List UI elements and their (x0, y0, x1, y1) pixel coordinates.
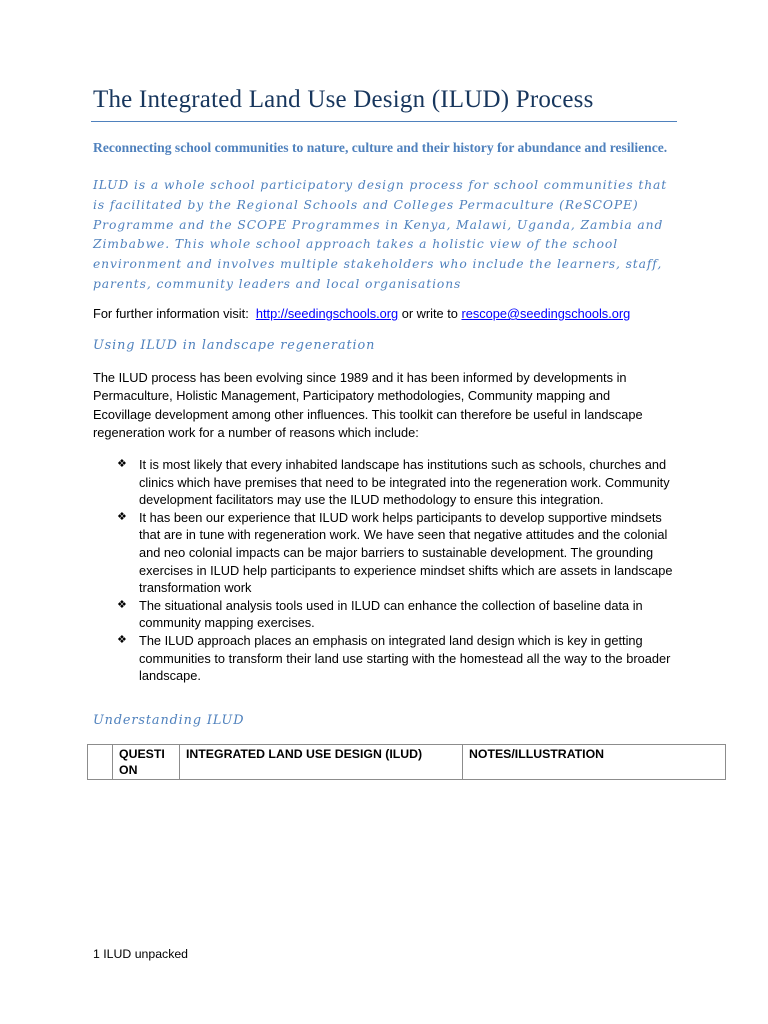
page-title: The Integrated Land Use Design (ILUD) Process (93, 86, 594, 113)
website-link[interactable]: http://seedingschools.org (255, 306, 399, 321)
info-line (93, 306, 630, 321)
list-item-text: The situational analysis tools used in ILUD can enhance the collection of baseline data in community mapping exercises. (139, 597, 643, 631)
landscape-paragraph: The ILUD process has been evolving since 1989 and it has been informed by developments in Permaculture, Holistic Management, Participatory methodologies, Community mapping and Ecovillage development among other influences. This toolkit can therefore be useful in landscape regeneration work for a number of reasons which include: (93, 370, 643, 440)
list-item (117, 509, 677, 597)
list-item (117, 597, 677, 632)
section-heading-landscape: Using ILUD in landscape regeneration (93, 338, 376, 353)
subtitle: Reconnecting school communities to nature, culture and their history for abundance and resilience. (93, 140, 668, 155)
list-item-text: It is most likely that every inhabited landscape has institutions such as schools, churches and clinics which have premises that need to be integrated into the regeneration work. Community development facilitators may use the ILUD methodology to ensure this integration. (139, 457, 670, 508)
list-item-text: It has been our experience that ILUD work helps participants to develop supportive mindsets that are in tune with regeneration work. We have seen that negative attitudes and the colonial and neo colonial impacts can be major barriers to sustainable development. The grounding exercises in ILUD help participants to experience mindset shifts which are assets in landscape transformation work (139, 509, 673, 596)
intro-paragraph: ILUD is a whole school participatory design process for school communities that is facilitated by the Regional Schools and Colleges Permaculture (ReSCOPE) Programme and the SCOPE Programmes in Kenya, Malawi, Uganda, Zambia and Zimbabwe. This whole school approach takes a holistic view of the school environment and involves multiple stakeholders who include the learners, staff, parents, community leaders and local organisations (93, 178, 668, 291)
diamond-bullet-icon: ❖ (117, 633, 127, 646)
list-item (117, 456, 677, 509)
list-item (117, 632, 677, 685)
diamond-bullet-icon: ❖ (117, 598, 127, 611)
table-header-notes: NOTES/ILLUSTRATION (463, 745, 726, 780)
table-blank-cell (88, 745, 113, 780)
info-prefix: For further information visit: (93, 306, 249, 321)
diamond-bullet-icon: ❖ (117, 510, 127, 523)
reasons-list (117, 456, 677, 685)
title-divider (91, 121, 677, 122)
table-header-ilud: INTEGRATED LAND USE DESIGN (ILUD) (180, 745, 463, 780)
email-link[interactable]: rescope@seedingschools.org (461, 306, 631, 321)
info-middle: or write to (401, 306, 458, 321)
list-item-text: The ILUD approach places an emphasis on integrated land design which is key in getting communities to transform their land use starting with the homestead all the way to the broader landscape. (139, 632, 671, 684)
section-heading-understanding: Understanding ILUD (93, 713, 245, 728)
footnote: 1 ILUD unpacked (93, 947, 189, 961)
table-header-question: QUESTI ON (113, 745, 180, 780)
diamond-bullet-icon: ❖ (117, 458, 127, 470)
table-header-row (88, 745, 726, 780)
ilud-table (87, 744, 726, 780)
